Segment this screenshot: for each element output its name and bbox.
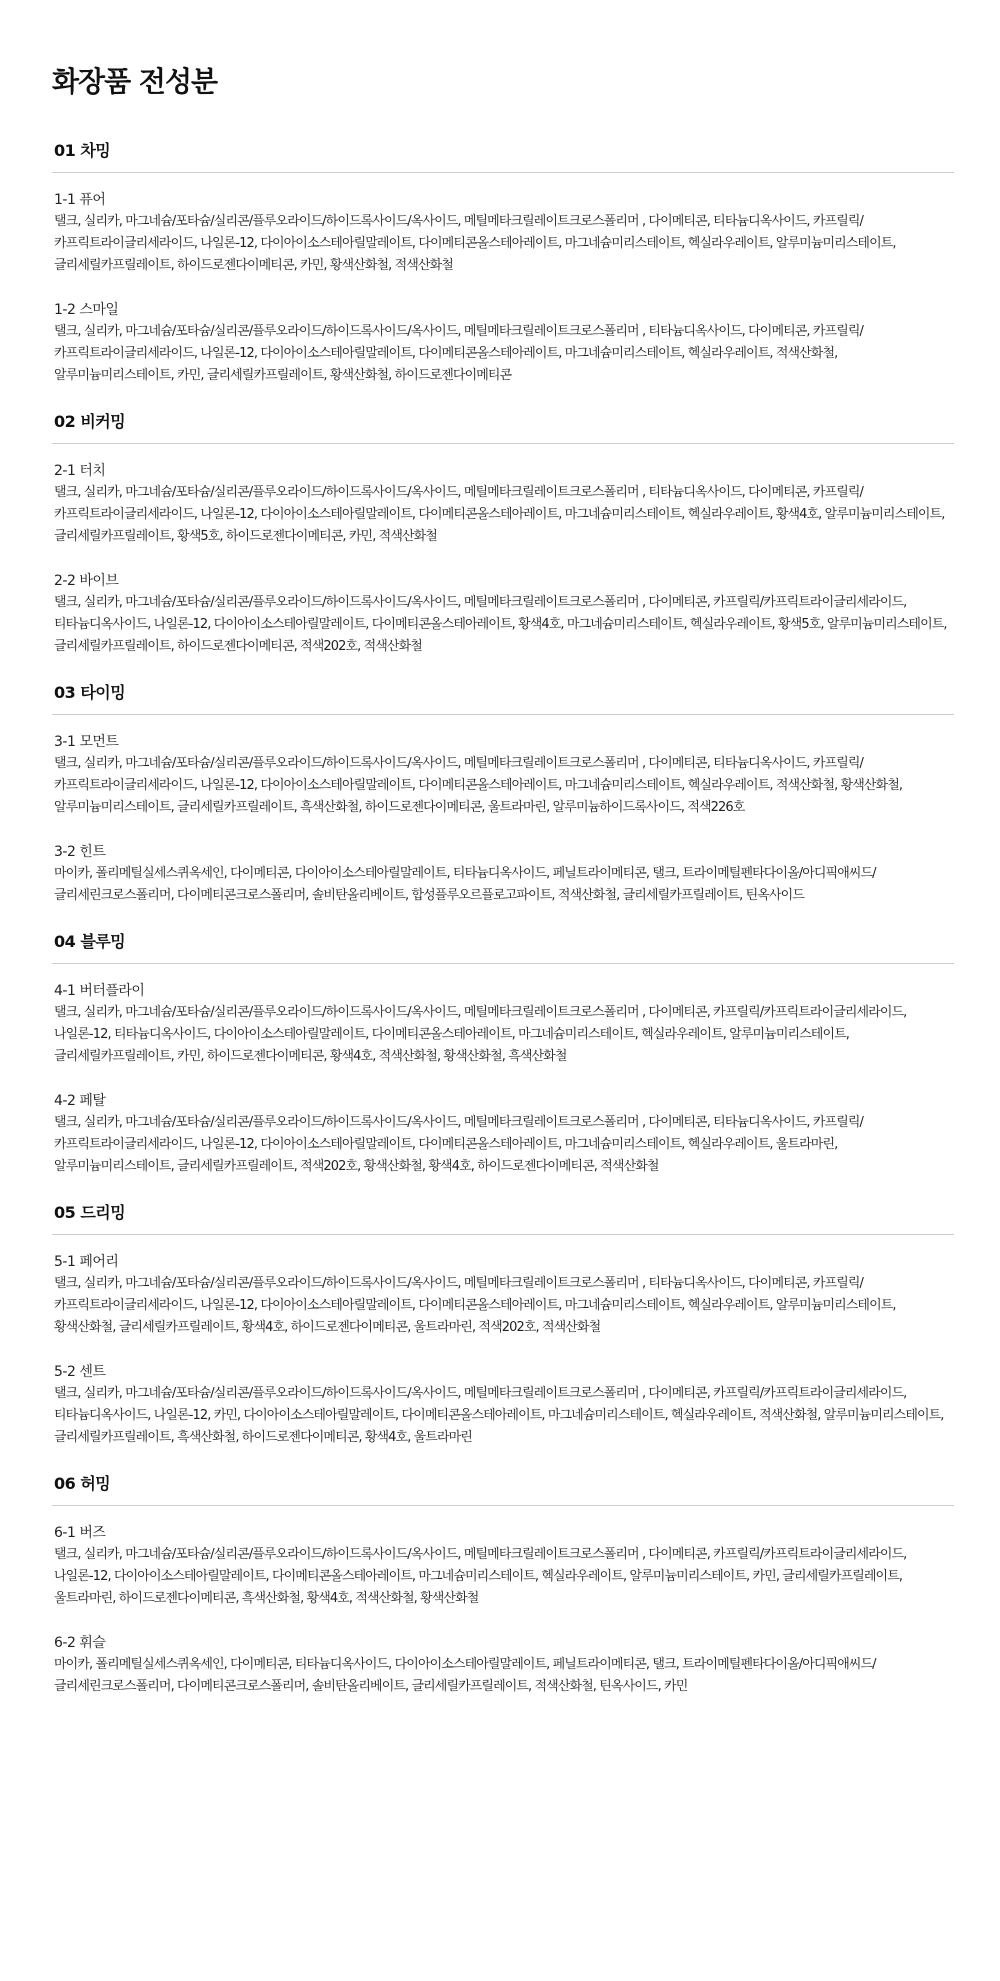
- product-name: 2-1 터치: [54, 463, 106, 479]
- product-name: 4-1 버터플라이: [54, 983, 145, 999]
- product-ingredients: 탤크, 실리카, 마그네슘/포타슘/실리콘/플루오라이드/하이드록사이드/옥사이드, 메틸메타크릴레이트크로스폴리머 , 다이메티콘, 카프릴릭/카프릭트라이글리세라이드, 나일론-12, 티타늄디옥사이드, 다이아이소스테아릴말레이트, 다이메티콘올스테아레이트, 마그네슘미리스테이트, 헥실라우레이트, 알루미늄미리스테이트, 글리세릴카프릴레이트, 카민, 하이드로젠다이메티콘, 황색4호, 적색산화철, 황색산화철, 흑색산화철: [54, 1005, 907, 1064]
- section: [52, 1200, 954, 1449]
- product-entry: [54, 460, 954, 548]
- product-entry: [54, 1522, 954, 1610]
- product-name: 3-2 힌트: [54, 844, 106, 860]
- product-ingredients: 마이카, 폴리메틸실세스퀴옥세인, 다이메티콘, 티타늄디옥사이드, 다이아이소스테아릴말레이트, 페닐트라이메티콘, 탤크, 트라이메틸펜타다이올/아디픽애씨드/글리세린크로스폴리머, 다이메티콘크로스폴리머, 솔비탄올리베이트, 글리세릴카프릴레이트, 적색산화철, 틴옥사이드, 카민: [54, 1657, 876, 1694]
- product-ingredients: 탤크, 실리카, 마그네슘/포타슘/실리콘/플루오라이드/하이드록사이드/옥사이드, 메틸메타크릴레이트크로스폴리머 , 티타늄디옥사이드, 다이메티콘, 카프릴릭/카프릭트라이글리세라이드, 나일론-12, 다이아이소스테아릴말레이트, 다이메티콘올스테아레이트, 마그네슘미리스테이트, 헥실라우레이트, 황색4호, 알루미늄미리스테이트, 글리세릴카프릴레이트, 황색5호, 하이드로젠다이메티콘, 카민, 적색산화철: [54, 485, 945, 544]
- section-title: 03 타이밍: [52, 680, 954, 715]
- product-name: 5-1 페어리: [54, 1254, 119, 1270]
- product-name: 4-2 페탈: [54, 1093, 106, 1109]
- product-entry: [54, 841, 954, 907]
- product-ingredients: 탤크, 실리카, 마그네슘/포타슘/실리콘/플루오라이드/하이드록사이드/옥사이드, 메틸메타크릴레이트크로스폴리머 , 티타늄디옥사이드, 다이메티콘, 카프릴릭/카프릭트라이글리세라이드, 나일론-12, 다이아이소스테아릴말레이트, 다이메티콘올스테아레이트, 마그네슘미리스테이트, 헥실라우레이트, 적색산화철, 알루미늄미리스테이트, 카민, 글리세릴카프릴레이트, 황색산화철, 하이드로젠다이메티콘: [54, 324, 864, 383]
- section: [52, 1471, 954, 1698]
- section-title: 04 블루밍: [52, 929, 954, 964]
- section-title: 02 비커밍: [52, 409, 954, 444]
- product-entry: [54, 570, 954, 658]
- product-entry: [54, 731, 954, 819]
- product-name: 6-1 버즈: [54, 1525, 106, 1541]
- page-title: 화장품 전성분: [52, 65, 218, 98]
- section: [52, 929, 954, 1178]
- section: [52, 680, 954, 907]
- section: [52, 409, 954, 658]
- product-entry: [54, 1090, 954, 1178]
- product-ingredients: 탤크, 실리카, 마그네슘/포타슘/실리콘/플루오라이드/하이드록사이드/옥사이드, 메틸메타크릴레이트크로스폴리머 , 다이메티콘, 티타늄디옥사이드, 카프릴릭/카프릭트라이글리세라이드, 나일론-12, 다이아이소스테아릴말레이트, 다이메티콘올스테아레이트, 마그네슘미리스테이트, 헥실라우레이트, 적색산화철, 황색산화철, 알루미늄미리스테이트, 글리세릴카프릴레이트, 흑색산화철, 하이드로젠다이메티콘, 울트라마린, 알루미늄하이드록사이드, 적색226호: [54, 756, 903, 815]
- section-title: 01 차밍: [52, 138, 954, 173]
- product-name: 2-2 바이브: [54, 573, 119, 589]
- product-ingredients: 마이카, 폴리메틸실세스퀴옥세인, 다이메티콘, 다이아이소스테아릴말레이트, 티타늄디옥사이드, 페닐트라이메티콘, 탤크, 트라이메틸펜타다이올/아디픽애씨드/글리세린크로스폴리머, 다이메티콘크로스폴리머, 솔비탄올리베이트, 합성플루오르플로고파이트, 적색산화철, 글리세릴카프릴레이트, 틴옥사이드: [54, 866, 876, 903]
- product-entry: [54, 980, 954, 1068]
- product-entry: [54, 1632, 954, 1698]
- product-entry: [54, 1361, 954, 1449]
- product-ingredients: 탤크, 실리카, 마그네슘/포타슘/실리콘/플루오라이드/하이드록사이드/옥사이드, 메틸메타크릴레이트크로스폴리머 , 다이메티콘, 티타늄디옥사이드, 카프릴릭/카프릭트라이글리세라이드, 나일론-12, 다이아이소스테아릴말레이트, 다이메티콘올스테아레이트, 마그네슘미리스테이트, 헥실라우레이트, 알루미늄미리스테이트, 글리세릴카프릴레이트, 하이드로젠다이메티콘, 카민, 황색산화철, 적색산화철: [54, 214, 896, 273]
- product-ingredients: 탤크, 실리카, 마그네슘/포타슘/실리콘/플루오라이드/하이드록사이드/옥사이드, 메틸메타크릴레이트크로스폴리머 , 다이메티콘, 카프릴릭/카프릭트라이글리세라이드, 티타늄디옥사이드, 나일론-12, 다이아이소스테아릴말레이트, 다이메티콘올스테아레이트, 황색4호, 마그네슘미리스테이트, 헥실라우레이트, 황색5호, 알루미늄미리스테이트, 글리세릴카프릴레이트, 하이드로젠다이메티콘, 적색202호, 적색산화철: [54, 595, 947, 654]
- sections-container: [52, 138, 954, 1698]
- product-name: 1-2 스마일: [54, 302, 119, 318]
- product-ingredients: 탤크, 실리카, 마그네슘/포타슘/실리콘/플루오라이드/하이드록사이드/옥사이드, 메틸메타크릴레이트크로스폴리머 , 다이메티콘, 카프릴릭/카프릭트라이글리세라이드, 나일론-12, 다이아이소스테아릴말레이트, 다이메티콘올스테아레이트, 마그네슘미리스테이트, 헥실라우레이트, 알루미늄미리스테이트, 카민, 글리세릴카프릴레이트, 울트라마린, 하이드로젠다이메티콘, 흑색산화철, 황색4호, 적색산화철, 황색산화철: [54, 1547, 907, 1606]
- section-title: 05 드리밍: [52, 1200, 954, 1235]
- product-ingredients: 탤크, 실리카, 마그네슘/포타슘/실리콘/플루오라이드/하이드록사이드/옥사이드, 메틸메타크릴레이트크로스폴리머 , 다이메티콘, 카프릴릭/카프릭트라이글리세라이드, 티타늄디옥사이드, 나일론-12, 카민, 다이아이소스테아릴말레이트, 다이메티콘올스테아레이트, 마그네슘미리스테이트, 헥실라우레이트, 적색산화철, 알루미늄미리스테이트, 글리세릴카프릴레이트, 흑색산화철, 하이드로젠다이메티콘, 황색4호, 울트라마린: [54, 1386, 944, 1445]
- product-name: 6-2 휘슬: [54, 1635, 106, 1651]
- section: [52, 138, 954, 387]
- product-ingredients: 탤크, 실리카, 마그네슘/포타슘/실리콘/플루오라이드/하이드록사이드/옥사이드, 메틸메타크릴레이트크로스폴리머 , 다이메티콘, 티타늄디옥사이드, 카프릴릭/카프릭트라이글리세라이드, 나일론-12, 다이아이소스테아릴말레이트, 다이메티콘올스테아레이트, 마그네슘미리스테이트, 헥실라우레이트, 울트라마린, 알루미늄미리스테이트, 글리세릴카프릴레이트, 적색202호, 황색산화철, 황색4호, 하이드로젠다이메티콘, 적색산화철: [54, 1115, 864, 1174]
- product-name: 1-1 퓨어: [54, 192, 106, 208]
- product-ingredients: 탤크, 실리카, 마그네슘/포타슘/실리콘/플루오라이드/하이드록사이드/옥사이드, 메틸메타크릴레이트크로스폴리머 , 티타늄디옥사이드, 다이메티콘, 카프릴릭/카프릭트라이글리세라이드, 나일론-12, 다이아이소스테아릴말레이트, 다이메티콘올스테아레이트, 마그네슘미리스테이트, 헥실라우레이트, 알루미늄미리스테이트, 황색산화철, 글리세릴카프릴레이트, 황색4호, 하이드로젠다이메티콘, 울트라마린, 적색202호, 적색산화철: [54, 1276, 896, 1335]
- product-name: 5-2 센트: [54, 1364, 106, 1380]
- product-entry: [54, 299, 954, 387]
- section-title: 06 허밍: [52, 1471, 954, 1506]
- product-entry: [54, 189, 954, 277]
- product-entry: [54, 1251, 954, 1339]
- product-name: 3-1 모먼트: [54, 734, 119, 750]
